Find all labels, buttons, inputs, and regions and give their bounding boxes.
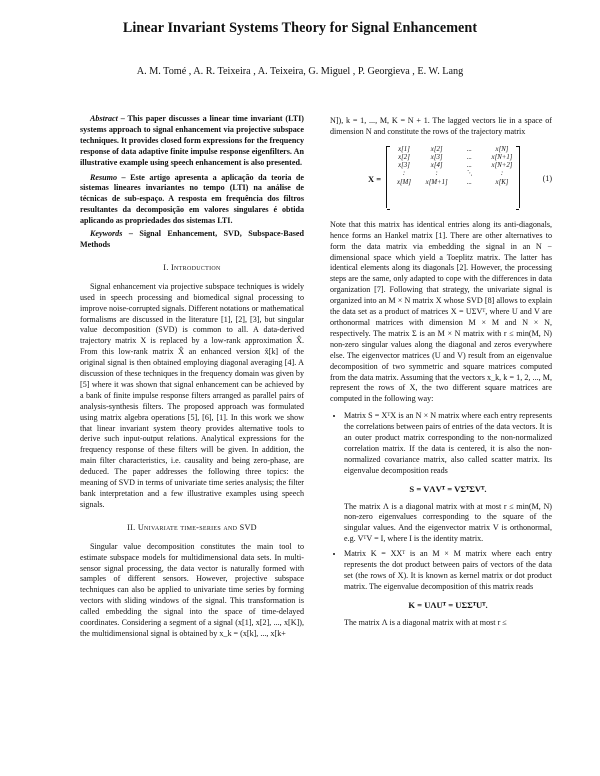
matrix-cell: ... [466, 145, 472, 153]
matrix-row [387, 179, 519, 187]
left-column [80, 114, 304, 640]
matrix-cell: x[K] [495, 178, 509, 186]
section-heading-introduction: I. Introduction [163, 262, 221, 272]
matrix-cell: ⋱ [465, 170, 473, 178]
matrix-cell: x[2] [430, 145, 443, 153]
resumo-label: Resumo [90, 172, 117, 182]
matrix-row [387, 146, 519, 154]
abstract-text: – This paper discusses a linear time invariant (LTI) systems approach to signal enhancement via projective subspace techniques. It provides closed form expressions for the frequency response of data adaptive finite impulse response eigenfilters. An illustrative example using speech enhancement is also presented. [80, 114, 304, 167]
matrix-label: X = [368, 173, 382, 184]
trajectory-matrix [386, 146, 520, 208]
matrix-cell: x[N] [495, 145, 509, 153]
matrix-cell: : [402, 170, 406, 178]
matrix-cell: ... [466, 162, 472, 170]
matrix-cell: x[M+1] [425, 178, 448, 186]
right-column [330, 116, 552, 633]
matrix-cell: x[M] [397, 178, 411, 186]
trajectory-matrix-equation [330, 144, 552, 214]
bullet-text: The matrix Λ is a diagonal matrix with at most r ≤ min(M, N) non-zero eigenvalues corresponding to the square of the singular values. And the eigenvector matrix V is orthonormal, e.g. VᵀV = I, where I is the identity matrix. [344, 501, 552, 544]
keywords [80, 229, 304, 251]
matrix-cell: x[2] [398, 154, 410, 162]
resumo [80, 173, 304, 228]
matrix-cell: x[3] [398, 162, 410, 170]
bullet-text: Matrix K = XXᵀ is an M × M matrix where each entry represents the dot product between pairs of vectors of the data set (the rows of X). It is known as kernel matrix or dot product matrix. The eigenvalue decomposition of this matrix reads [344, 549, 552, 591]
abstract-label: Abstract [90, 114, 118, 123]
matrix-bullet-list [330, 411, 552, 628]
matrix-row [387, 170, 519, 178]
right-intro: N]), k = 1, ..., M, K = N + 1. The lagged vectors lie in a space of dimension N and constitute the rows of the trajectory matrix [330, 116, 552, 136]
matrix-cell: x[1] [398, 145, 410, 153]
introduction-paragraph: Signal enhancement via projective subspace techniques is widely used in speech processing and biomedical signal processing to improve noise-corrupted signals. Different notations or mathematical formalisms are discussed in the literature [1], [2], [3], but singular value decomposition (SVD) is common to all. A data-derived trajectory matrix X is replaced by a low-rank approximation X̂. From this low-rank matrix X̂ an enhanced version x̂[k] of the original signal is then obtained employing diagonal averaging [4]. A discussion of these techniques in the frequency domain was given by [5] where it was shown that signal enhancement can be achieved by a bank of finite impulse response filters arranged as parallel pairs of analysis-synthesis filters. The proposed approach was formulated using matrix algebra operations [5], [6], [1]. In this work we show that linear invariant system theory provides alternative tools to derive such input-output relations. Analytical expressions for the frequency response of these filters will be given. In addition, the main filter characteristics, i.e. causality and being zero-phase, are deduced. The paper addresses the following three topics: the meaning of SVD in terms of univariate time series analysis; the filter bank interpretation and a few illustrative examples using speech signals. [80, 281, 304, 509]
matrix-cell: ... [466, 178, 472, 186]
matrix-cell: x[N+2] [491, 162, 513, 170]
hankel-paragraph: Note that this matrix has identical entries along its anti-diagonals, hence forms an Hankel matrix [1]. There are other alternatives to form the data matrix via embedding the signal in an N − dimensional space which yield a Toeplitz matrix. The latter has identical elements along its diagonals [2]. However, the processing steps are the same, only adapted to cope with the differences in data organization [7]. Following that strategy, the univariate signal is organized into an M × N matrix X whose SVD [8] allows to explain the data set as a product of matrices X = UΣVᵀ, where U and V are orthonormal matrices with dimension M × M and N × N, respectively. The matrix Σ is an M × N matrix with r ≤ min(M, N) non-zero singular values along the diagonal and zeros everywhere else. The eigenvector matrices (U and V) result from an eigenvalue decomposition of two symmetric and square matrices computed from the data matrix. Assuming that the vectors x_k, k = 1, 2, ..., M, represent the rows of X, the two different square matrices are computed in the following way: [330, 219, 552, 404]
equation-s: S = VΛVᵀ = VΣᵀΣVᵀ. [409, 483, 487, 494]
matrix-cell: : [435, 170, 438, 178]
paper-title: Linear Invariant Systems Theory for Signal Enhancement [122, 20, 478, 36]
matrix-cell: ... [466, 154, 472, 162]
univariate-paragraph: Singular value decomposition constitutes the main tool to estimate subspace models for multidimensional data sets. In multi-sensor signal processing, the data vector is naturally formed with samples of different sensors. However, projective subspace techniques can also be applied to univariate time series by forming vectors with sliding windows of the signal. This transformation is called embedding the signal into the space of time-delayed coordinates. Considering a segment of a signal (x[1], x[2], ..., x[K]), the multidimensional signal is obtained by x_k = (x[k], ..., x[k+ [80, 541, 304, 638]
equation-k: K = UΛUᵀ = UΣΣᵀUᵀ. [408, 599, 488, 610]
author-list: A. M. Tomé , A. R. Teixeira , A. Teixeira, G. Miguel , P. Georgieva , E. W. Lang [136, 66, 464, 77]
resumo-text: – Este artigo apresenta a aplicação da teoria de sistemas lineares invariantes no tempo (LTI) na análise de técnicas de sub-espaço. A resposta em frequência dos filtros resultantes da decomposição em valores singulares é obtida aplicando as propriedades dos sistemas LTI. [80, 172, 304, 226]
bullet-text: Matrix S = XᵀX is an N × N matrix where each entry represents the correlations between pairs of entries of the data vectors. It is an outer product matrix corresponding to the non-normalized correlation matrix. If the data is centered, it is also the non-normalized covariance matrix, also called scatter matrix. Its eigenvalue decomposition reads [344, 411, 552, 475]
bullet-scatter-matrix [344, 411, 552, 545]
matrix-cell: x[4] [430, 162, 443, 170]
keywords-label: Keywords [90, 229, 123, 239]
equation-number: (1) [542, 173, 552, 183]
bullet-text: The matrix Λ is a diagonal matrix with at most r ≤ [344, 617, 507, 627]
matrix-cell: x[N+1] [491, 154, 513, 162]
matrix-row [387, 162, 519, 170]
matrix-cell: : [500, 170, 504, 178]
keywords-text: – Signal Enhancement, SVD, Subspace-Based Methods [80, 229, 304, 249]
matrix-row [387, 154, 519, 162]
abstract [80, 114, 304, 169]
section-heading-univariate: II. Univariate time-series and SVD [127, 522, 257, 532]
matrix-cell: x[3] [430, 154, 443, 162]
bullet-kernel-matrix [344, 549, 552, 628]
